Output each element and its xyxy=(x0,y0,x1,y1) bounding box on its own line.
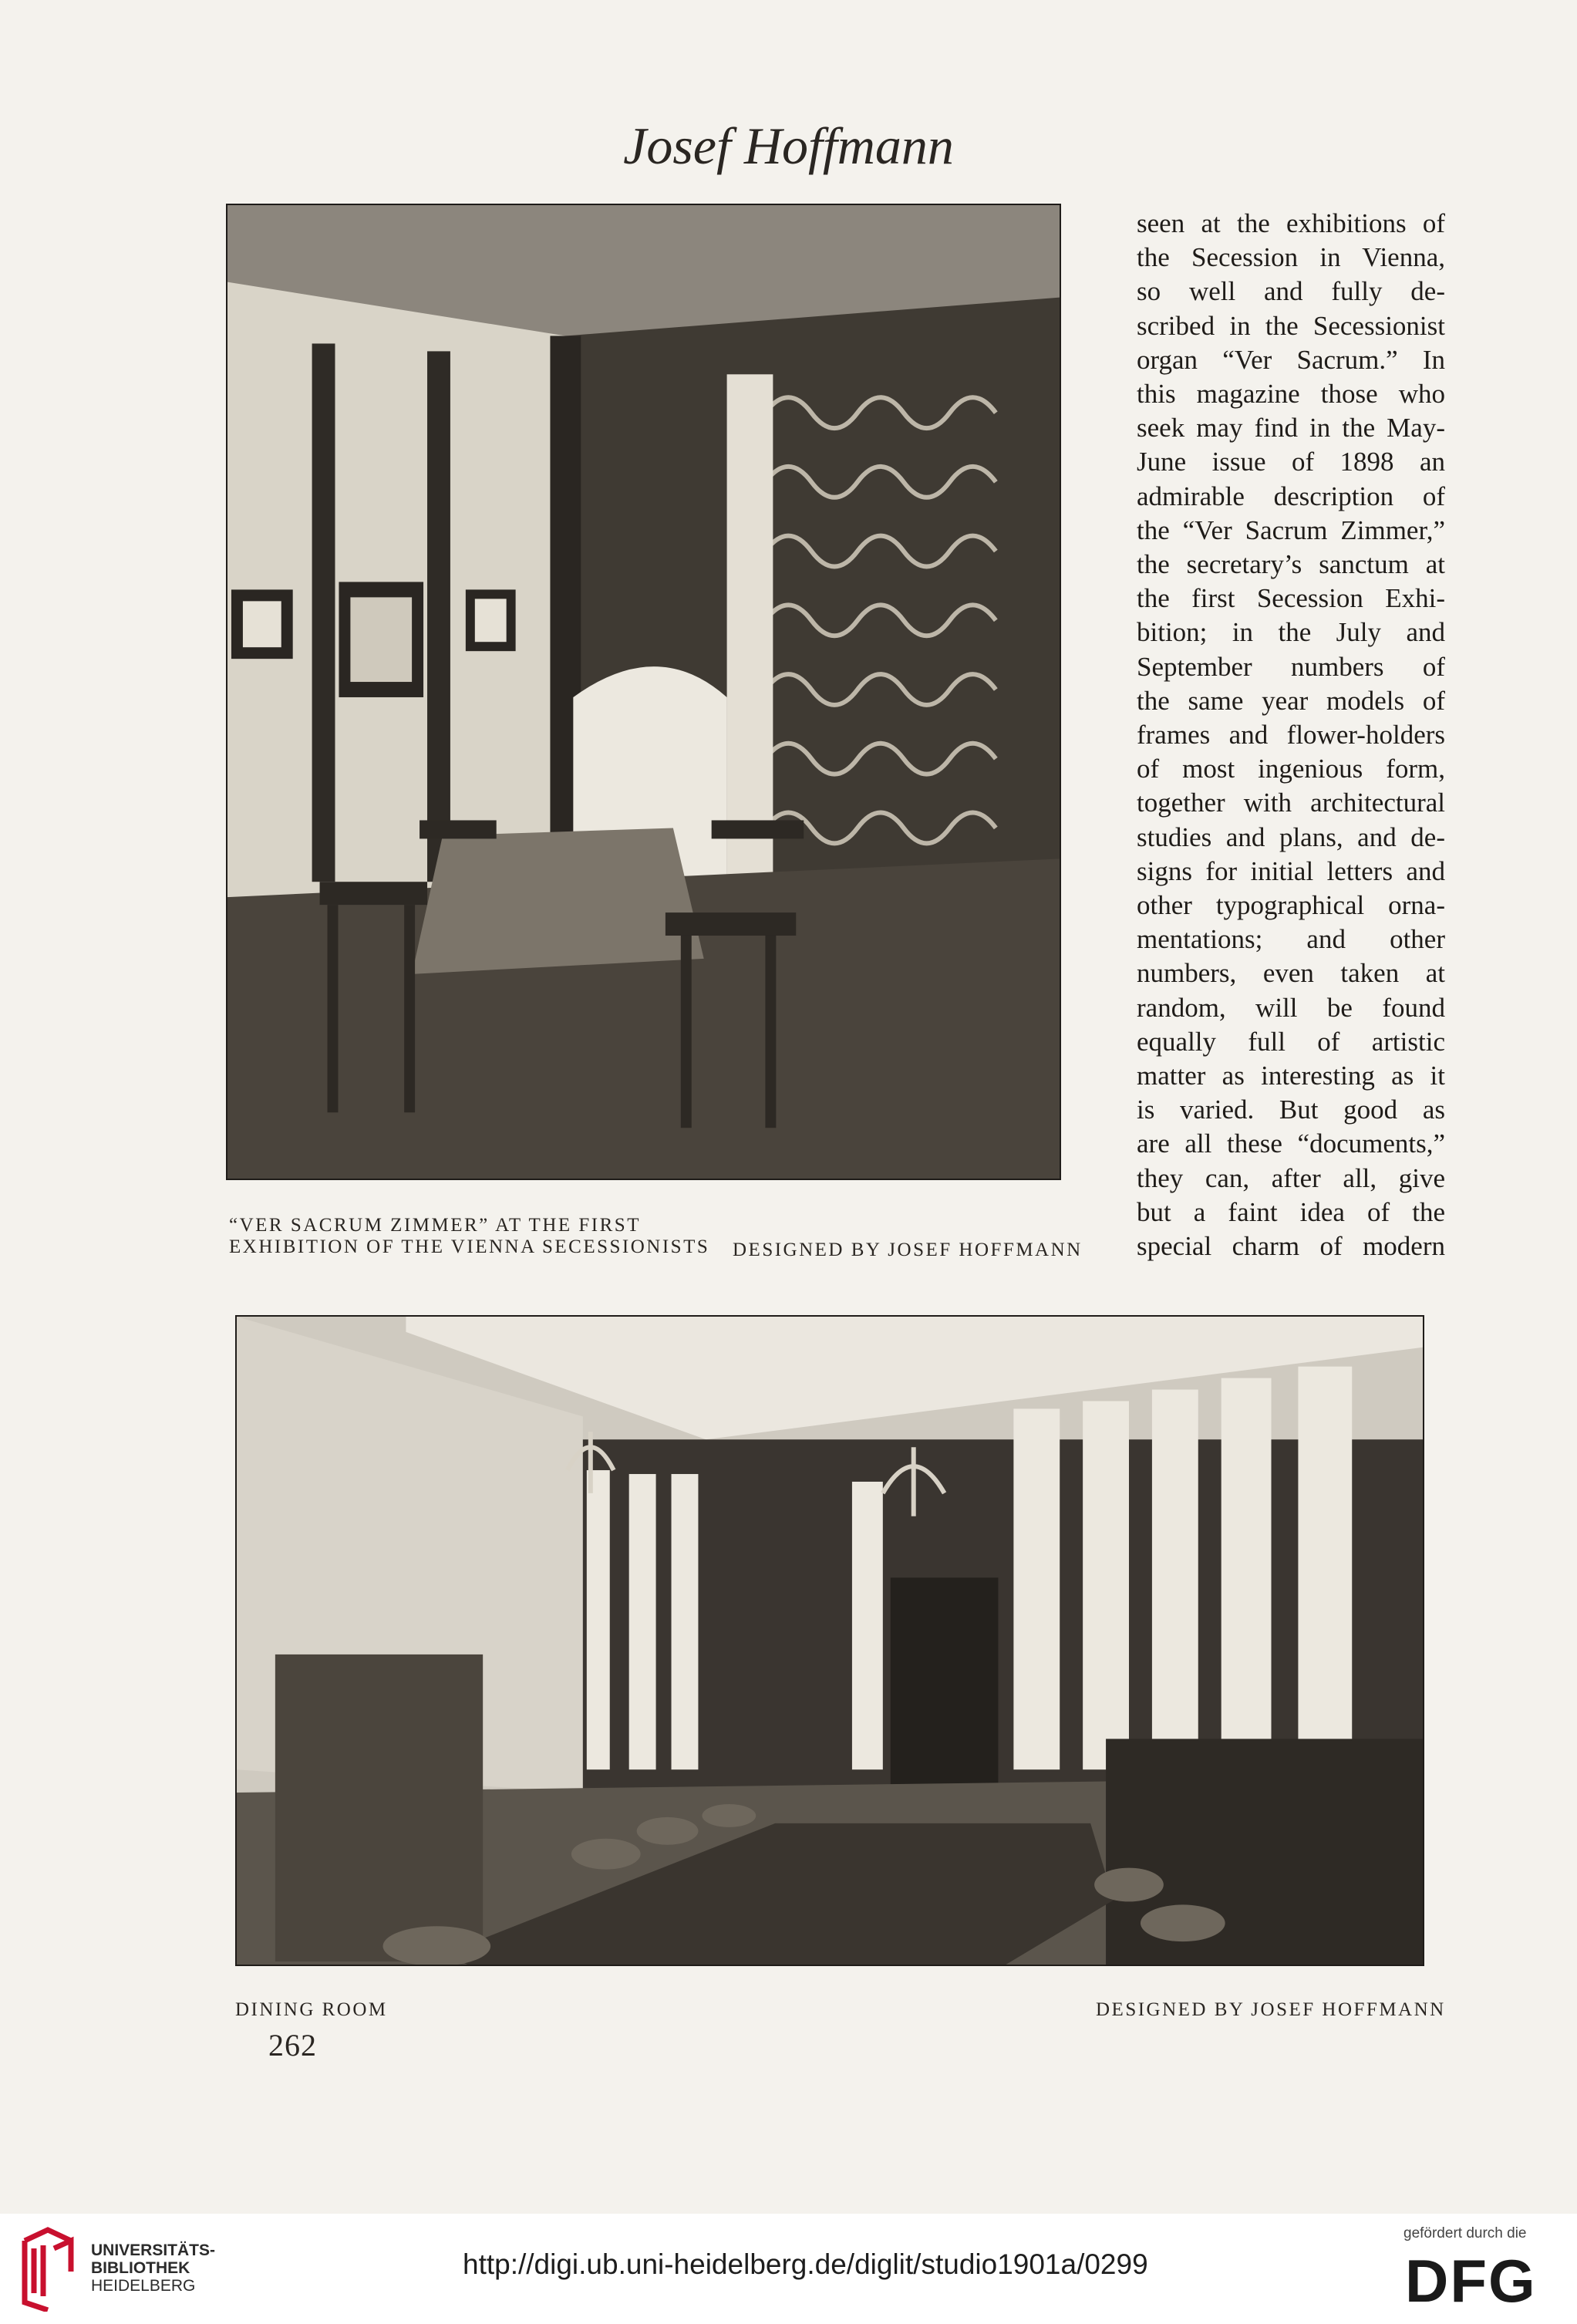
body-text-line: the Secession in Vienna, xyxy=(1137,242,1445,273)
ver-sacrum-zimmer-photo xyxy=(226,204,1061,1180)
body-text-line: mentations; and other xyxy=(1137,924,1445,955)
figure-1-credit: DESIGNED BY JOSEF HOFFMANN xyxy=(733,1240,1083,1260)
body-text-column xyxy=(1137,207,1445,1263)
body-text-line: this magazine those who xyxy=(1137,379,1445,410)
body-text-line: June issue of 1898 an xyxy=(1137,447,1445,477)
body-text-line: organ “Ver Sacrum.” In xyxy=(1137,344,1445,375)
figure-2-caption: DINING ROOM xyxy=(235,1999,388,2020)
dining-room-photo xyxy=(235,1315,1424,1966)
body-text-line: random, will be found xyxy=(1137,992,1445,1023)
body-text-line: the secretary’s sanctum at xyxy=(1137,549,1445,580)
university-library-name xyxy=(91,2241,215,2295)
dining-room-illustration xyxy=(237,1317,1423,1965)
body-text-line: the “Ver Sacrum Zimmer,” xyxy=(1137,514,1445,545)
running-head: Josef Hoffmann xyxy=(623,116,954,175)
body-text-line: special charm of modern xyxy=(1137,1231,1445,1262)
ver-sacrum-zimmer-illustration xyxy=(227,205,1060,1179)
body-text-line: September numbers of xyxy=(1137,651,1445,682)
body-text-line: signs for initial letters and xyxy=(1137,855,1445,886)
body-text-line: scribed in the Secessionist xyxy=(1137,310,1445,341)
library-name-line: BIBLIOTHEK xyxy=(91,2259,190,2277)
library-name-line: HEIDELBERG xyxy=(91,2277,196,2295)
figure-2-credit: DESIGNED BY JOSEF HOFFMANN xyxy=(1096,1999,1446,2020)
digital-library-url-link[interactable]: http://digi.ub.uni-heidelberg.de/diglit/studio1901a/0299 xyxy=(463,2248,1148,2280)
body-text-line: the same year models of xyxy=(1137,685,1445,716)
library-name-line: UNIVERSITÄTS- xyxy=(91,2241,216,2259)
body-text-line: seen at the exhibitions of xyxy=(1137,208,1445,238)
dfg-logo: DFG xyxy=(1405,2247,1537,2315)
body-text-line: frames and flower-holders xyxy=(1137,720,1445,750)
page-number: 262 xyxy=(268,2028,317,2063)
body-text-line: bition; in the July and xyxy=(1137,617,1445,648)
figure-1-caption-line-2: EXHIBITION OF THE VIENNA SECESSIONISTS xyxy=(229,1236,710,1257)
body-text-line: so well and fully de- xyxy=(1137,276,1445,307)
body-text-line: is varied. But good as xyxy=(1137,1095,1445,1125)
university-library-logo-icon xyxy=(17,2225,79,2312)
figure-1-caption-line-1: “VER SACRUM ZIMMER” AT THE FIRST xyxy=(229,1215,641,1236)
body-text-line: they can, after all, give xyxy=(1137,1162,1445,1193)
body-text-line: other typographical orna- xyxy=(1137,890,1445,921)
body-text-line: together with architectural xyxy=(1137,788,1445,818)
body-text-line: admirable description of xyxy=(1137,481,1445,511)
body-text-line: numbers, even taken at xyxy=(1137,958,1445,989)
body-text-line: of most ingenious form, xyxy=(1137,754,1445,784)
body-text-line: the first Secession Exhi- xyxy=(1137,583,1445,614)
body-text-line: studies and plans, and de- xyxy=(1137,821,1445,852)
body-text-line: are all these “documents,” xyxy=(1137,1128,1445,1159)
body-text-line: but a faint idea of the xyxy=(1137,1196,1445,1227)
body-text-line: seek may find in the May- xyxy=(1137,413,1445,444)
funding-note: gefördert durch die xyxy=(1403,2225,1527,2241)
body-text-line: equally full of artistic xyxy=(1137,1026,1445,1057)
body-text-line: matter as interesting as it xyxy=(1137,1061,1445,1091)
